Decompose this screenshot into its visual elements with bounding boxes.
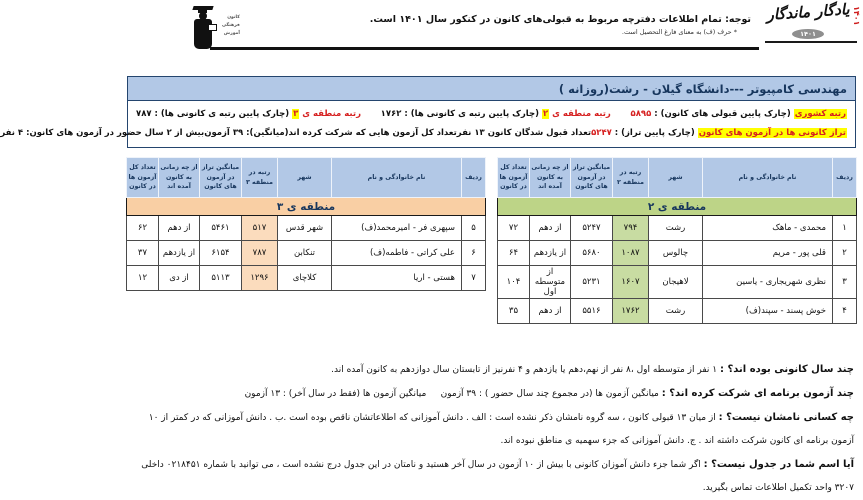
year-badge: ۱۴۰۱ bbox=[792, 29, 824, 39]
stat-label-rest: (چارک پایین رتبه ی کانونی ها) : bbox=[404, 108, 539, 119]
footer-answer: میانگین آزمون ها (در مجموع چند سال حضور ) : ۳۹ آزمون میانگین آزمون ها (فقط در سال آخر) : ۱۳ آزمون bbox=[244, 389, 659, 399]
region-band-row bbox=[498, 198, 857, 216]
stats-block bbox=[0, 101, 855, 145]
table-cell: ۳۷ bbox=[127, 241, 159, 266]
table-cell: ۱ bbox=[833, 216, 857, 241]
graduate-icon bbox=[186, 6, 220, 52]
table-cell: ۱۶۰۷ bbox=[613, 266, 649, 299]
year-side-label: ۱۴۰۱ bbox=[852, 6, 861, 26]
table-cell: از دی bbox=[159, 266, 200, 291]
table-row bbox=[127, 266, 486, 291]
stat-region3-rank bbox=[136, 109, 361, 119]
table-row bbox=[498, 299, 857, 324]
table-cell: ۱۷۶۲ bbox=[613, 299, 649, 324]
footer-answer: ۱ نفر از متوسطه اول ،۸ نفر از نهم،دهم یا یازدهم و ۴ نفرنیز از تابستان سال دوازدهم به کانون آمده اند. bbox=[331, 365, 718, 375]
table-cell: ۷۲ bbox=[498, 216, 530, 241]
table-cell: ۵۲۴۷ bbox=[571, 216, 613, 241]
stat-label-highlight: ۳ bbox=[293, 108, 299, 119]
page-title: مهندسی کامپیوتر ---دانشگاه گیلان - رشت(روزانه ) bbox=[558, 81, 847, 96]
column-header: شهر bbox=[278, 158, 332, 198]
stat-label-rest: (چارک پایین رتبه ی کانونی ها) : bbox=[154, 108, 290, 119]
column-header: رتبه در منطقه ۳ bbox=[242, 158, 278, 198]
table-row bbox=[127, 216, 486, 241]
stat-label-red: رتبه منطقه ی bbox=[302, 108, 361, 119]
yadegar-logo bbox=[765, 0, 851, 40]
table-cell: از یازدهم bbox=[530, 241, 571, 266]
stat-value: ۵۲۴۷ bbox=[591, 127, 612, 138]
table-cell: ۷۸۷ bbox=[242, 241, 278, 266]
column-header: رتبه در منطقه ۲ bbox=[613, 158, 649, 198]
column-header: از چه زمانی به کانون آمده اند bbox=[530, 158, 571, 198]
table-cell: خوش پسند - سپند(ف) bbox=[703, 299, 833, 324]
stat-label-highlight: رتبه کشوری bbox=[794, 108, 846, 119]
table-cell: شهر قدس bbox=[278, 216, 332, 241]
stat-label-highlight: ۲ bbox=[542, 108, 549, 119]
table-cell: ۵۶۸۰ bbox=[571, 241, 613, 266]
footer-paragraph bbox=[129, 382, 854, 406]
stat-value: ۱۷۶۲ bbox=[380, 108, 402, 119]
table-cell: ۶ bbox=[462, 241, 486, 266]
region3-table bbox=[127, 157, 486, 291]
results-table bbox=[497, 157, 857, 324]
stat-label-highlight: تراز کانونی ها در آزمون های کانون bbox=[698, 127, 846, 138]
table-cell: از یازدهم bbox=[159, 241, 200, 266]
table-cell: سپهری فر - امیرمحمد(ف) bbox=[332, 216, 462, 241]
kanoon-logo bbox=[180, 2, 258, 54]
table-row bbox=[498, 216, 857, 241]
kanoon-logo-line: فرهنگی bbox=[222, 23, 240, 29]
yadegar-logo-title: یادگار ماندگار bbox=[765, 0, 851, 24]
column-header: نام خانوادگی و نام bbox=[332, 158, 462, 198]
region2-table bbox=[498, 157, 857, 324]
footer-question: چند سال کانونی بوده اند؟ : bbox=[719, 364, 854, 375]
table-cell: ۵۴۶۱ bbox=[200, 216, 242, 241]
stat-accepted-count: تعداد قبول شدگان کانون ۱۳ نفر bbox=[456, 127, 592, 138]
table-cell: از دهم bbox=[159, 216, 200, 241]
table-cell: ۶۴ bbox=[498, 241, 530, 266]
table-cell: ۵۵۱۶ bbox=[571, 299, 613, 324]
table-cell: ۱۰۸۷ bbox=[613, 241, 649, 266]
table-cell: تنکابن bbox=[278, 241, 332, 266]
table-cell: ۲ bbox=[833, 241, 857, 266]
title-bar bbox=[128, 77, 855, 101]
column-header: تعداد کل آزمون ها در کانون bbox=[127, 158, 159, 198]
table-row bbox=[498, 266, 857, 299]
logo-underline bbox=[765, 41, 857, 43]
header-row bbox=[498, 158, 857, 198]
stat-label-red: رتبه منطقه ی bbox=[552, 108, 611, 119]
stat-country-rank bbox=[631, 109, 848, 119]
kanoon-logo-text bbox=[222, 14, 240, 38]
footer-paragraph bbox=[129, 406, 854, 453]
stat-label-rest: (چارک پایین تراز) : bbox=[614, 127, 695, 138]
table-cell: از دهم bbox=[530, 216, 571, 241]
table-cell: ۷ bbox=[462, 266, 486, 291]
info-box bbox=[0, 76, 856, 148]
stat-region2-rank bbox=[381, 109, 611, 119]
table-cell: لاهیجان bbox=[649, 266, 703, 299]
column-header: از چه زمانی به کانون آمده اند bbox=[159, 158, 200, 198]
table-cell: کلاچای bbox=[278, 266, 332, 291]
footer-question: آیا اسم شما در جدول نیست؟ : bbox=[703, 459, 854, 470]
region-band-row bbox=[127, 198, 486, 216]
footer-paragraph bbox=[129, 358, 854, 382]
stat-two-years: بیش از ۲ سال حضور در آزمون های کانون: ۴ نفر bbox=[0, 127, 205, 138]
footer-notes bbox=[129, 358, 854, 500]
column-header: میانگین تراز در آزمون های کانون bbox=[200, 158, 242, 198]
table-cell: علی کراتی - فاطمه(ف) bbox=[332, 241, 462, 266]
region-band: منطقه ی ۳ bbox=[127, 198, 486, 216]
table-cell: رشت bbox=[649, 216, 703, 241]
table-cell: ۳۵ bbox=[498, 299, 530, 324]
footer-question: چند آزمون برنامه ای شرکت کرده اند؟ : bbox=[661, 388, 854, 399]
kanoon-logo-line: کانون bbox=[227, 15, 240, 20]
table-cell: نظری شهریجاری - یاسین bbox=[703, 266, 833, 299]
stat-value: ۷۸۷ bbox=[136, 108, 152, 119]
column-header: نام خانوادگی و نام bbox=[703, 158, 833, 198]
table-cell: ۵ bbox=[462, 216, 486, 241]
table-cell: محمدی - ماهک bbox=[703, 216, 833, 241]
table-cell: ۱۲۹۶ bbox=[242, 266, 278, 291]
header-row bbox=[127, 158, 486, 198]
column-header: تعداد کل آزمون ها در کانون bbox=[498, 158, 530, 198]
header-divider bbox=[210, 47, 759, 50]
kanoon-logo-line: آموزش bbox=[223, 31, 240, 37]
region-band: منطقه ی ۲ bbox=[498, 198, 857, 216]
table-cell: ۶۱۵۴ bbox=[200, 241, 242, 266]
table-cell: رشت bbox=[649, 299, 703, 324]
table-cell: ۶۲ bbox=[127, 216, 159, 241]
table-cell: از دهم bbox=[530, 299, 571, 324]
stat-label-rest: (چارک پایین قبولی های کانون) : bbox=[654, 108, 791, 119]
table-cell: ۱۲ bbox=[127, 266, 159, 291]
stat-value: ۵۸۹۵ bbox=[630, 108, 652, 119]
table-cell: قلی پور - مریم bbox=[703, 241, 833, 266]
footer-paragraph bbox=[129, 453, 854, 500]
table-cell: ۱۰۴ bbox=[498, 266, 530, 299]
table-cell: ۵۲۳۱ bbox=[571, 266, 613, 299]
stat-total-exams: تعداد کل آزمون هایی که شرکت کرده اند(میانگین): ۳۹ آزمون bbox=[204, 127, 457, 138]
table-cell: چالوس bbox=[649, 241, 703, 266]
table-cell: از متوسطه اول bbox=[530, 266, 571, 299]
stat-taraz bbox=[591, 128, 847, 138]
column-header: ردیف bbox=[833, 158, 857, 198]
table-cell: ۵۱۱۳ bbox=[200, 266, 242, 291]
header-note bbox=[240, 14, 751, 36]
table-cell: هستی - اریا bbox=[332, 266, 462, 291]
header-note-sub: * حرف (ف) به معنای فارغ التحصیل است. bbox=[621, 28, 737, 36]
table-cell: ۳ bbox=[833, 266, 857, 299]
column-header: میانگین تراز در آزمون های کانون bbox=[571, 158, 613, 198]
column-header: ردیف bbox=[462, 158, 486, 198]
table-cell: ۴ bbox=[833, 299, 857, 324]
table-cell: ۷۹۴ bbox=[613, 216, 649, 241]
footer-question: چه کسانی نامشان نیست؟ : bbox=[718, 412, 854, 423]
table-cell: ۵۱۷ bbox=[242, 216, 278, 241]
header-note-main: توجه: تمام اطلاعات دفترچه مربوط به قبولی‌های کانون در کنکور سال ۱۴۰۱ است. bbox=[369, 14, 751, 25]
table-row bbox=[498, 241, 857, 266]
stats-row-1 bbox=[136, 109, 847, 119]
results-table bbox=[126, 157, 486, 291]
footer-answer: از میان ۱۳ قبولی کانون ، سه گروه نامشان ذکر نشده است : الف . دانش آموزانی که اطلاعاتشان ناقص بوده است .ب . دانش آموزانی که در کمتر از ۱۰ آزمون برنامه ای کانون شرکت داشته اند . ج. دانش آموزانی که جزء سهمیه ی مناطق نبوده اند. bbox=[148, 413, 854, 446]
table-row bbox=[127, 241, 486, 266]
column-header: شهر bbox=[649, 158, 703, 198]
footer-answer: اگر شما جزء دانش آموزان کانونی با بیش از ۱۰ آزمون در سال آخر هستید و نامتان در این جدول درج نشده است ، می توانید با شماره ۰۲۱۸۴۵۱ داخلی ۳۲۰۷ واحد تکمیل اطلاعات تماس بگیرید. bbox=[141, 460, 854, 493]
stats-row-2 bbox=[0, 127, 847, 138]
